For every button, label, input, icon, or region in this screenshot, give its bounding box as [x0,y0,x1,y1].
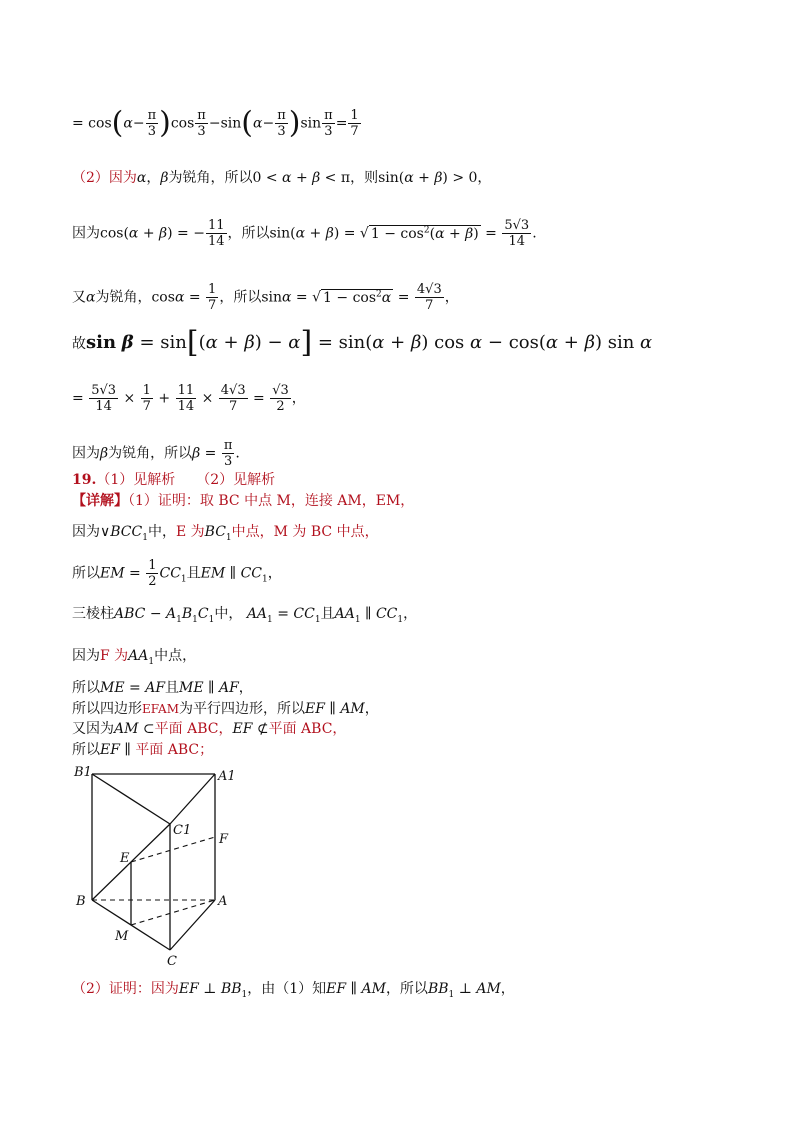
line-2: （2）因为α，β为锐角，所以0 < α + β < π，则sin(α + β) > 0， [72,170,492,186]
line-3: 因为cos(α + β) = − $\frac{11}{14}$ ，所以sin(α + β) = √ $1 - \cos^2(\alpha + \beta)$ = $\frac{5√3}{14}$ . [72,218,537,249]
detail-line: 【详解】（1）证明：取 BC 中点 M，连接 AM，EM， [72,493,415,509]
label-m: M [115,929,129,944]
label-e: E [120,851,130,866]
line-7: 因为β为锐角，所以β = $\frac{\pi}{3}$ . [72,438,240,469]
label-a: A [218,894,228,909]
line-16: 又因为AM ⊂平面 ABC，EF ⊄平面 ABC， [72,721,347,737]
line-11: 所以EM = $\frac{1}{2}$ $CC_1$且EM ∥ $CC_1$， [72,558,282,589]
line-17: 所以EF ∥ 平面 ABC； [72,742,214,758]
line-10: 因为$\vee BCC_1$中，E 为$BC_1$中点，M 为 BC 中点， [72,524,379,543]
line-5: 故sin β = sin[(α + β) − α] = sin(α + β) cos α − cos(α + β) sin α [72,325,653,360]
label-a1: A1 [218,769,236,784]
line-15: 所以四边形EFAM为平行四边形，所以EF ∥ AM， [72,701,379,717]
line-4: 又α为锐角，cosα = $\frac{1}{7}$ ，所以sinα = √ $1 - \cos^2\alpha$ = $\frac{4√3}{7}$ ， [72,282,459,313]
prism-figure [70,762,240,967]
line-18: （2）证明：因为EF ⊥ $BB_1$，由（1）知EF ∥ AM，所以$BB_1$ ⊥ AM， [72,981,515,1000]
line-12: 三棱柱ABC − $A_1B_1C_1$中， $AA_1 = CC_1$且$AA_1$ ∥ $CC_1$， [72,606,418,625]
q19-heading: 19.（1）见解析 （2）见解析 [72,472,276,488]
label-b: B [76,894,86,909]
line-1: = cos(α− $\frac{\pi}{3}$ )cos $\frac{\pi}{3}$ −sin(α− $\frac{\pi}{3}$ )sin $\frac{\pi}{3}$ = $\frac{1}{7}$ [72,105,359,141]
label-b1: B1 [74,765,92,780]
label-c1: C1 [173,823,192,838]
line-6: = $\frac{5√3}{14}$ × $\frac{1}{7}$ + $\frac{11}{14}$ × $\frac{4√3}{7}$ = $\frac{√3}{2}$ ， [72,383,306,414]
label-c: C [167,954,177,967]
label-f: F [219,832,229,847]
line-13: 因为F 为$AA_1$中点， [72,648,197,667]
line-14: 所以ME = AF且ME ∥ AF， [72,680,253,696]
